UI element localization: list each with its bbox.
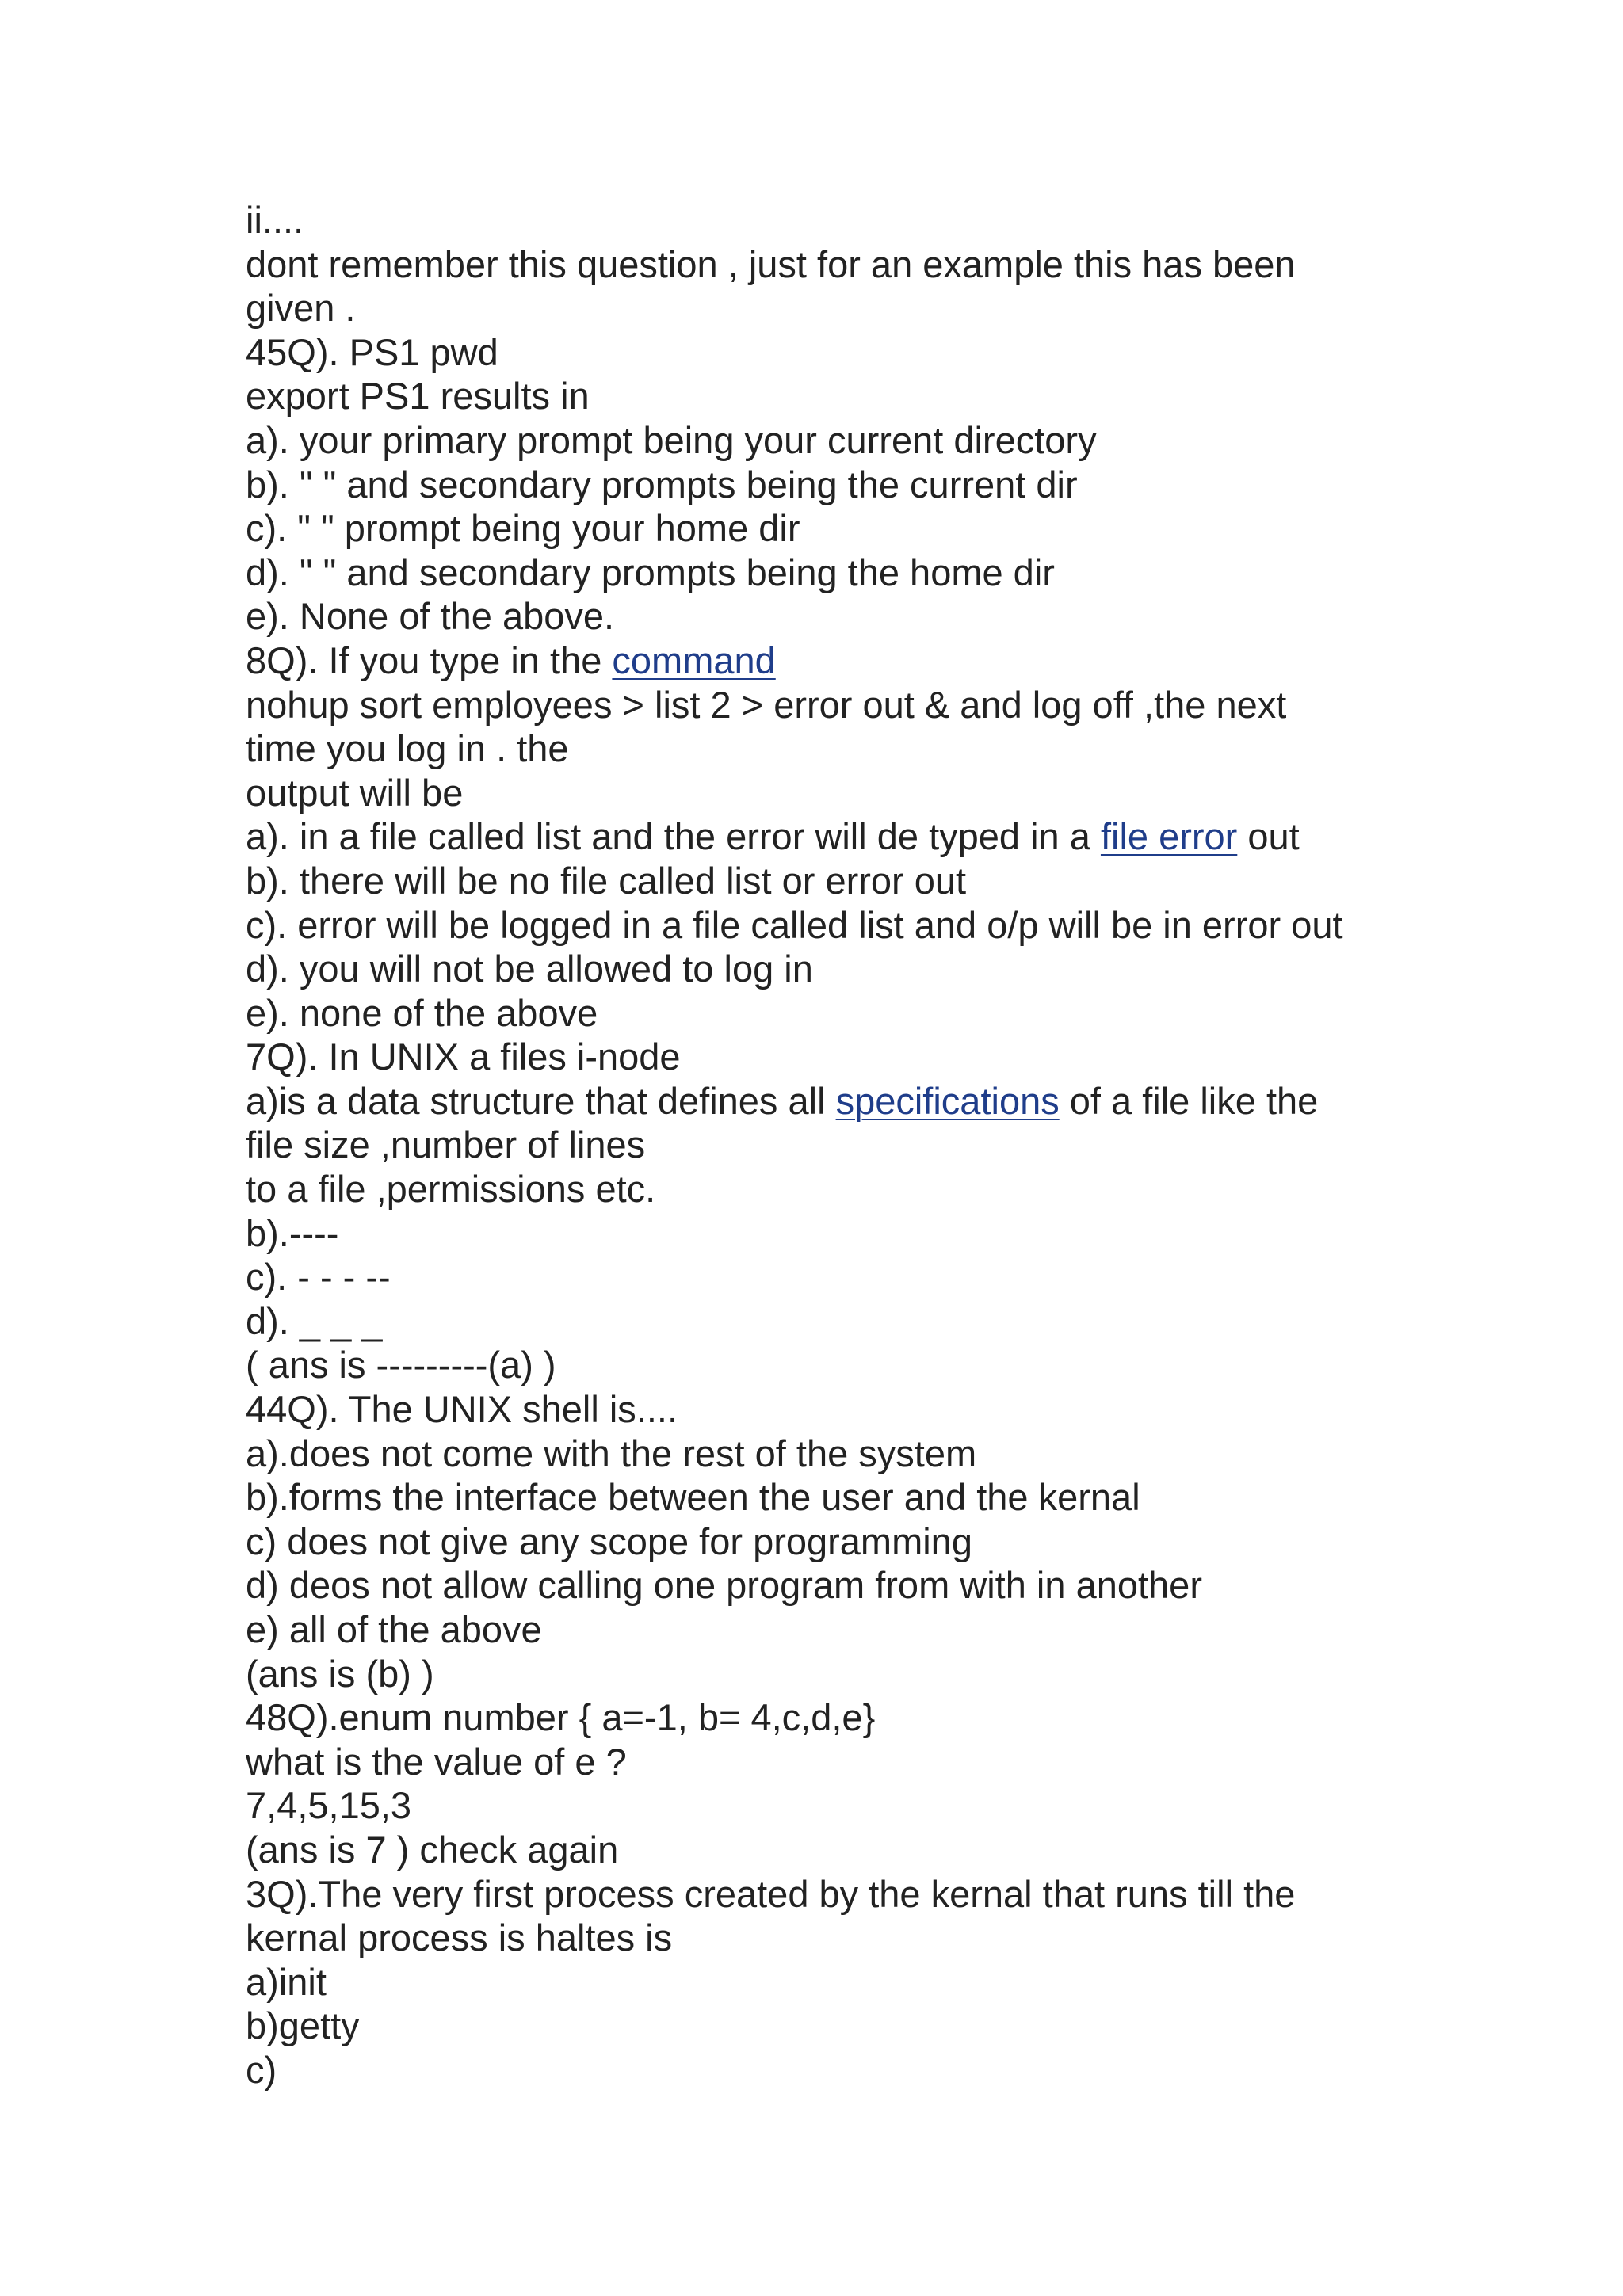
text-segment: a). in a file called list and the error will de typed in a <box>246 815 1101 858</box>
answer-option: b).forms the interface between the user and the kernal <box>246 1476 1140 1519</box>
text-line: time you log in . the <box>246 727 569 770</box>
text-line: kernal process is haltes is <box>246 1917 673 1959</box>
specifications-link[interactable]: specifications <box>835 1079 1060 1122</box>
answer-option: d). " " and secondary prompts being the home dir <box>246 551 1055 593</box>
text-line: output will be <box>246 771 464 814</box>
answer-option: a). your primary prompt being your current directory <box>246 418 1097 461</box>
text-segment: a)is a data structure that defines all <box>246 1079 836 1122</box>
answer-option <box>246 1079 1419 1123</box>
answer-option: c). - - - -- <box>246 1256 391 1299</box>
text-segment: out <box>1237 815 1300 858</box>
answer-option <box>246 814 1419 859</box>
text-line: what is the value of e ? <box>246 1740 627 1783</box>
answer-option: e). None of the above. <box>246 595 615 638</box>
question-8-heading <box>246 639 1419 683</box>
answer-option: b). " " and secondary prompts being the current dir <box>246 463 1078 505</box>
answer-option: b).---- <box>246 1211 339 1254</box>
text-line: nohup sort employees > list 2 > error out & and log off ,the next <box>246 683 1287 726</box>
answer-option: d) deos not allow calling one program from with in another <box>246 1564 1202 1607</box>
file-error-link[interactable]: file error <box>1100 815 1238 858</box>
answer-option: c) does not give any scope for programming <box>246 1520 972 1562</box>
answer-option: d). _ _ _ <box>246 1299 383 1342</box>
answer-note: (ans is 7 ) check again <box>246 1828 619 1871</box>
answer-option: c). " " prompt being your home dir <box>246 507 800 550</box>
question-3-heading: 3Q).The very first process created by the kernal that runs till the <box>246 1872 1296 1915</box>
question-48-heading: 48Q).enum number { a=-1, b= 4,c,d,e} <box>246 1696 876 1739</box>
answer-option: c) <box>246 2048 277 2091</box>
text-line: ii.... <box>246 199 304 241</box>
answer-option: e). none of the above <box>246 991 598 1034</box>
text-segment: 8Q). If you type in the <box>246 639 613 681</box>
answer-option: e) all of the above <box>246 1608 542 1650</box>
text-line: to a file ,permissions etc. <box>246 1168 656 1211</box>
question-7-heading: 7Q). In UNIX a files i-node <box>246 1035 681 1078</box>
text-segment: of a file like the <box>1059 1079 1319 1122</box>
text-line: dont remember this question , just for an example this has been <box>246 242 1296 285</box>
document-body <box>246 198 1419 2092</box>
answer-note: (ans is (b) ) <box>246 1652 434 1695</box>
command-link[interactable]: command <box>612 639 776 681</box>
answer-option: b). there will be no file called list or error out <box>246 859 967 902</box>
answer-option: d). you will not be allowed to log in <box>246 948 813 990</box>
answer-option: a).does not come with the rest of the system <box>246 1432 977 1474</box>
question-44-heading: 44Q). The UNIX shell is.... <box>246 1388 678 1431</box>
text-line: export PS1 results in <box>246 375 590 418</box>
answer-option: b)getty <box>246 2004 360 2047</box>
answer-note: ( ans is ---------(a) ) <box>246 1344 556 1386</box>
text-line: given . <box>246 287 356 330</box>
answer-option: c). error will be logged in a file called list and o/p will be in error out <box>246 903 1343 946</box>
text-line: file size ,number of lines <box>246 1123 646 1166</box>
answer-option: a)init <box>246 1960 327 2003</box>
answer-options: 7,4,5,15,3 <box>246 1784 412 1827</box>
question-45-heading: 45Q). PS1 pwd <box>246 330 498 373</box>
